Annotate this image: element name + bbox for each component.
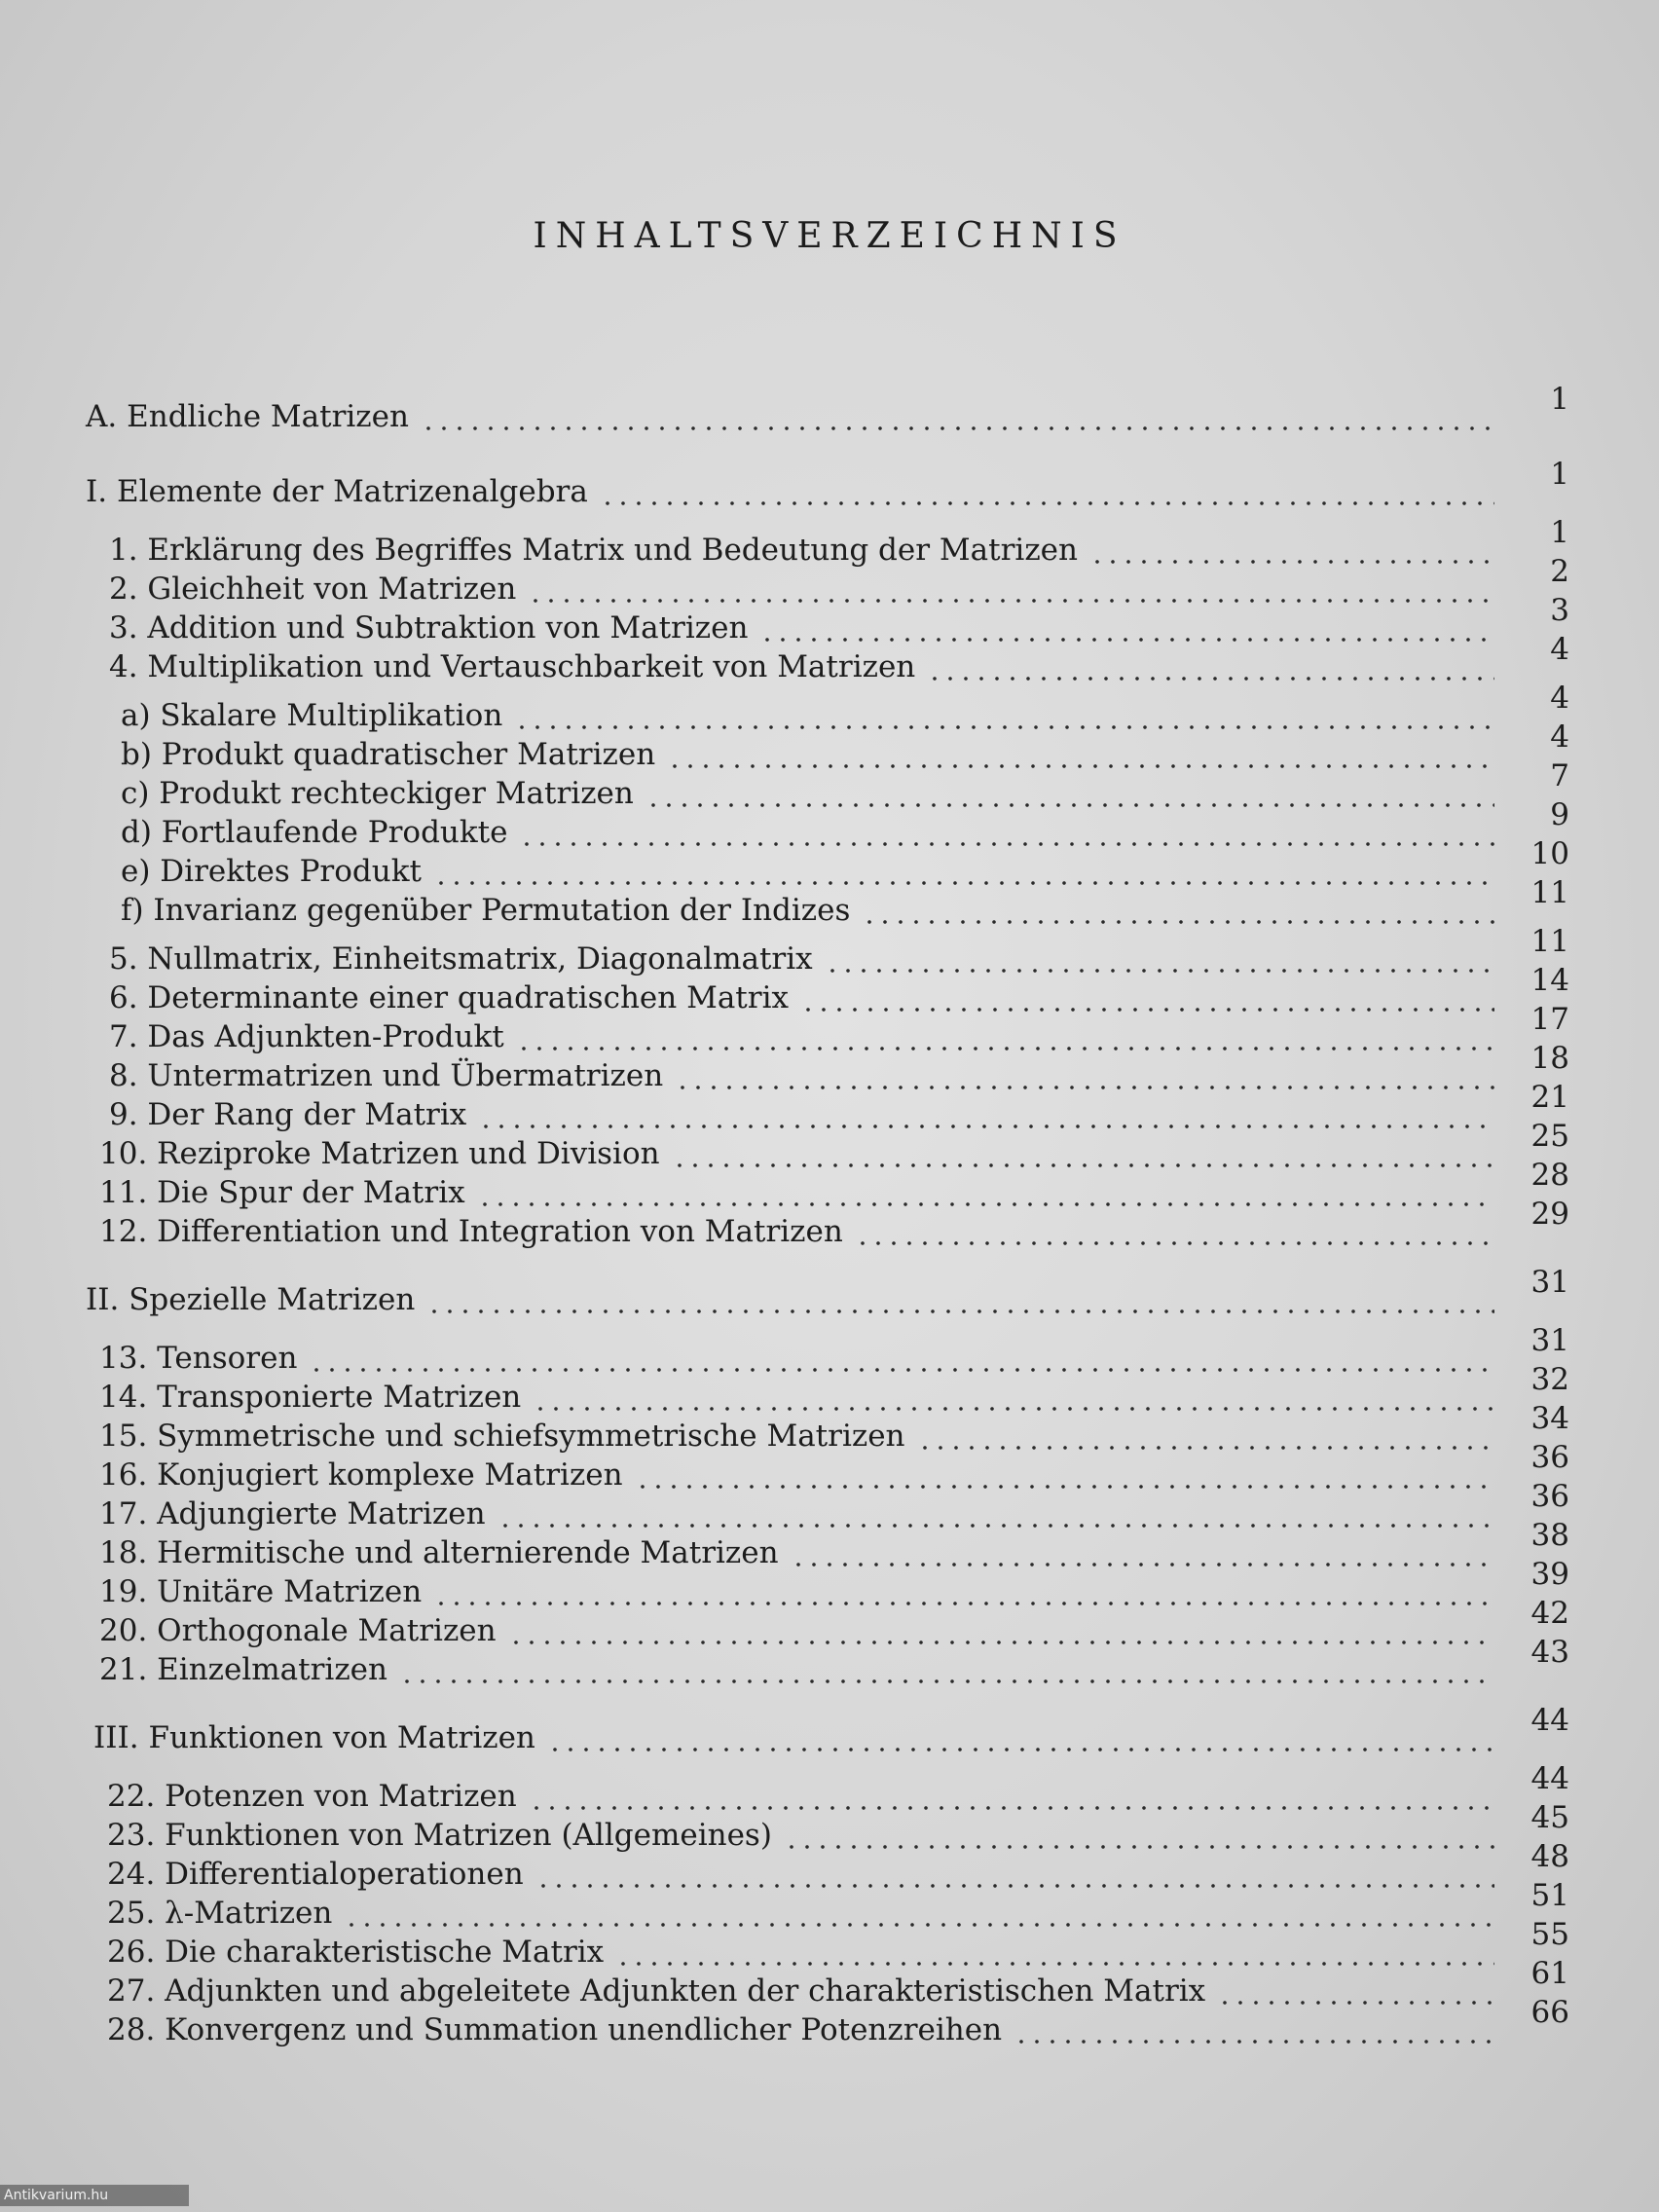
toc-entry xyxy=(0,593,1659,647)
dot-leader xyxy=(421,397,1494,436)
toc-entry xyxy=(0,758,1659,813)
toc-entry-title: 8. Untermatrizen und Übermatrizen xyxy=(109,1058,664,1093)
dot-leader xyxy=(615,1933,1494,1972)
toc-entry-page: 1 xyxy=(1550,457,1569,492)
dot-leader xyxy=(477,1173,1494,1212)
toc-entry-title: 11. Die Spur der Matrix xyxy=(99,1175,465,1210)
toc-entry-title: c) Produkt rechteckiger Matrizen xyxy=(121,776,634,811)
toc-entry-page: 7 xyxy=(1550,758,1569,793)
dot-leader xyxy=(784,1816,1494,1855)
toc-entry-title: 25. λ-Matrizen xyxy=(107,1896,333,1931)
toc-entry-title: 7. Das Adjunkten-Produkt xyxy=(109,1019,504,1054)
toc-entry-page: 34 xyxy=(1530,1401,1569,1436)
toc-entry-title: 26. Die charakteristische Matrix xyxy=(107,1935,605,1970)
toc-entry-title: 5. Nullmatrix, Einheitsmatrix, Diagonalmatrix xyxy=(109,941,813,977)
page-title: INHALTSVERZEICHNIS xyxy=(533,216,1126,256)
toc-entry-title: 28. Konvergenz und Summation unendlicher Potenzreihen xyxy=(107,2012,1003,2047)
toc-entry-title: d) Fortlaufende Produkte xyxy=(121,815,508,850)
dot-leader xyxy=(399,1650,1494,1689)
toc-entry-title: 14. Transponierte Matrizen xyxy=(99,1380,522,1415)
dot-leader xyxy=(309,1339,1494,1378)
toc-entry-title: 23. Funktionen von Matrizen (Allgemeines) xyxy=(107,1818,772,1853)
dot-leader xyxy=(478,1095,1494,1134)
toc-entry-page: 38 xyxy=(1530,1518,1569,1553)
toc-entry-page: 14 xyxy=(1530,963,1569,998)
toc-entry-page: 28 xyxy=(1530,1158,1569,1193)
toc-entry-title: 6. Determinante einer quadratischen Matrix xyxy=(109,980,789,1015)
toc-entry-page: 21 xyxy=(1530,1080,1569,1115)
toc-entry-page: 48 xyxy=(1530,1839,1569,1874)
toc-entry xyxy=(0,1995,1659,2049)
toc-entry-page: 2 xyxy=(1550,554,1569,589)
toc-entry-page: 9 xyxy=(1550,797,1569,832)
dot-leader xyxy=(917,1417,1494,1456)
toc-entry-title: A. Endliche Matrizen xyxy=(86,399,409,434)
dot-leader xyxy=(759,608,1494,647)
toc-entry-page: 29 xyxy=(1530,1197,1569,1232)
toc-entry-title: 2. Gleichheit von Matrizen xyxy=(109,571,517,607)
toc-entry xyxy=(0,1956,1659,2010)
toc-entry-title: 18. Hermitische und alternierende Matrizen xyxy=(99,1535,779,1570)
toc-entry-title: 24. Differentialoperationen xyxy=(107,1857,524,1892)
dot-leader xyxy=(529,1777,1494,1816)
toc-entry xyxy=(0,1800,1659,1855)
toc-entry-page: 39 xyxy=(1530,1557,1569,1592)
toc-entry-page: 1 xyxy=(1550,515,1569,550)
toc-entry-page: 51 xyxy=(1530,1878,1569,1913)
dot-leader xyxy=(433,852,1494,891)
dot-leader xyxy=(498,1494,1494,1533)
dot-leader xyxy=(672,1134,1494,1173)
dot-leader xyxy=(1014,2010,1494,2049)
toc-entry xyxy=(0,1119,1659,1173)
toc-entry-title: b) Produkt quadratischer Matrizen xyxy=(121,737,656,772)
toc-entry xyxy=(0,382,1659,436)
dot-leader xyxy=(344,1894,1494,1933)
dot-leader xyxy=(519,813,1494,852)
toc-entry xyxy=(0,1401,1659,1456)
toc-entry-title: 3. Addition und Subtraktion von Matrizen xyxy=(109,610,749,645)
toc-entry-page: 4 xyxy=(1550,632,1569,667)
toc-entry-page: 4 xyxy=(1550,719,1569,755)
toc-entry-title: 15. Symmetrische und schiefsymmetrische Matrizen xyxy=(99,1419,905,1454)
toc-entry-page: 66 xyxy=(1530,1995,1569,2030)
toc-entry xyxy=(0,1596,1659,1650)
toc-entry-title: II. Spezielle Matrizen xyxy=(86,1282,416,1317)
dot-leader xyxy=(791,1533,1494,1572)
dot-leader xyxy=(514,696,1494,735)
dot-leader xyxy=(516,1017,1494,1056)
dot-leader xyxy=(600,472,1494,511)
toc-entry-page: 61 xyxy=(1530,1956,1569,1991)
toc-entry xyxy=(0,1041,1659,1095)
dot-leader xyxy=(667,735,1494,774)
toc-entry xyxy=(0,632,1659,686)
toc-entry-page: 10 xyxy=(1530,836,1569,871)
toc-entry xyxy=(0,1323,1659,1378)
toc-entry-title: 4. Multiplikation und Vertauschbarkeit von Matrizen xyxy=(109,649,916,684)
dot-leader xyxy=(800,978,1494,1017)
toc-entry xyxy=(0,1158,1659,1212)
toc-entry xyxy=(0,1080,1659,1134)
toc-entry-page: 44 xyxy=(1530,1703,1569,1738)
dot-leader xyxy=(675,1056,1494,1095)
toc-entry-page: 55 xyxy=(1530,1917,1569,1952)
toc-entry-page: 3 xyxy=(1550,593,1569,628)
toc-entry-page: 31 xyxy=(1530,1265,1569,1300)
toc-entry xyxy=(0,719,1659,774)
toc-entry xyxy=(0,515,1659,570)
toc-entry xyxy=(0,1479,1659,1533)
toc-entry-page: 1 xyxy=(1550,382,1569,417)
toc-entry-title: I. Elemente der Matrizenalgebra xyxy=(86,474,588,509)
dot-leader xyxy=(533,1378,1494,1417)
dot-leader xyxy=(645,774,1494,813)
toc-entry-page: 42 xyxy=(1530,1596,1569,1631)
toc-entry-page: 45 xyxy=(1530,1800,1569,1835)
toc-entry-page: 4 xyxy=(1550,681,1569,716)
toc-entry-page: 11 xyxy=(1530,875,1569,910)
toc-entry-title: 10. Reziproke Matrizen und Division xyxy=(99,1136,660,1171)
toc-entry xyxy=(0,1635,1659,1689)
toc-entry xyxy=(0,457,1659,511)
dot-leader xyxy=(508,1611,1494,1650)
toc-entry-title: e) Direktes Produkt xyxy=(121,854,422,889)
toc-entry xyxy=(0,836,1659,891)
toc-entry-title: f) Invarianz gegenüber Permutation der Indizes xyxy=(121,893,851,928)
toc-entry-page: 31 xyxy=(1530,1323,1569,1358)
toc-entry xyxy=(0,1917,1659,1972)
toc-entry xyxy=(0,797,1659,852)
toc-entry xyxy=(0,1440,1659,1494)
toc-entry-page: 25 xyxy=(1530,1119,1569,1154)
toc-entry-title: 12. Differentiation und Integration von Matrizen xyxy=(99,1214,843,1249)
dot-leader xyxy=(528,570,1494,608)
dot-leader xyxy=(855,1212,1494,1251)
toc-entry-page: 11 xyxy=(1530,924,1569,959)
dot-leader xyxy=(433,1572,1494,1611)
toc-entry-title: 22. Potenzen von Matrizen xyxy=(107,1779,517,1814)
dot-leader xyxy=(635,1456,1494,1494)
dot-leader xyxy=(927,647,1494,686)
dot-leader xyxy=(535,1855,1494,1894)
toc-entry xyxy=(0,1002,1659,1056)
toc-entry xyxy=(0,1265,1659,1319)
toc-entry-title: 27. Adjunkten und abgeleitete Adjunkten der charakteristischen Matrix xyxy=(107,1973,1206,2009)
toc-entry xyxy=(0,1557,1659,1611)
toc-entry-title: 17. Adjungierte Matrizen xyxy=(99,1496,486,1531)
dot-leader xyxy=(547,1718,1494,1757)
toc-entry-title: III. Funktionen von Matrizen xyxy=(93,1720,535,1755)
toc-entry xyxy=(0,1761,1659,1816)
toc-entry xyxy=(0,1362,1659,1417)
toc-entry-title: 20. Orthogonale Matrizen xyxy=(99,1613,497,1648)
toc-entry-page: 36 xyxy=(1530,1479,1569,1514)
toc-entry-title: 13. Tensoren xyxy=(99,1341,298,1376)
toc-entry-title: 9. Der Rang der Matrix xyxy=(109,1097,467,1132)
toc-entry xyxy=(0,924,1659,978)
toc-entry xyxy=(0,963,1659,1017)
toc-entry xyxy=(0,1703,1659,1757)
toc-entry xyxy=(0,1518,1659,1572)
toc-entry xyxy=(0,554,1659,608)
toc-entry-page: 44 xyxy=(1530,1761,1569,1796)
toc-entry-title: 1. Erklärung des Begriffes Matrix und Bedeutung der Matrizen xyxy=(109,533,1078,568)
dot-leader xyxy=(825,940,1494,978)
dot-leader xyxy=(1217,1972,1494,2010)
dot-leader xyxy=(862,891,1494,930)
toc-entry-page: 32 xyxy=(1530,1362,1569,1397)
toc-entry-title: 16. Konjugiert komplexe Matrizen xyxy=(99,1457,623,1493)
dot-leader xyxy=(1089,531,1494,570)
watermark: Antikvarium.hu xyxy=(0,2185,189,2206)
toc-entry-title: 19. Unitäre Matrizen xyxy=(99,1574,423,1609)
toc-entry-title: a) Skalare Multiplikation xyxy=(121,698,503,733)
toc-entry xyxy=(0,1878,1659,1933)
toc-entry xyxy=(0,1197,1659,1251)
toc-entry-page: 18 xyxy=(1530,1041,1569,1076)
toc-entry xyxy=(0,681,1659,735)
toc-entry xyxy=(0,875,1659,930)
dot-leader xyxy=(426,1280,1494,1319)
toc-entry-page: 17 xyxy=(1530,1002,1569,1037)
toc-entry-page: 43 xyxy=(1530,1635,1569,1670)
toc-entry xyxy=(0,1839,1659,1894)
toc-entry-title: 21. Einzelmatrizen xyxy=(99,1652,387,1687)
toc-entry-page: 36 xyxy=(1530,1440,1569,1475)
